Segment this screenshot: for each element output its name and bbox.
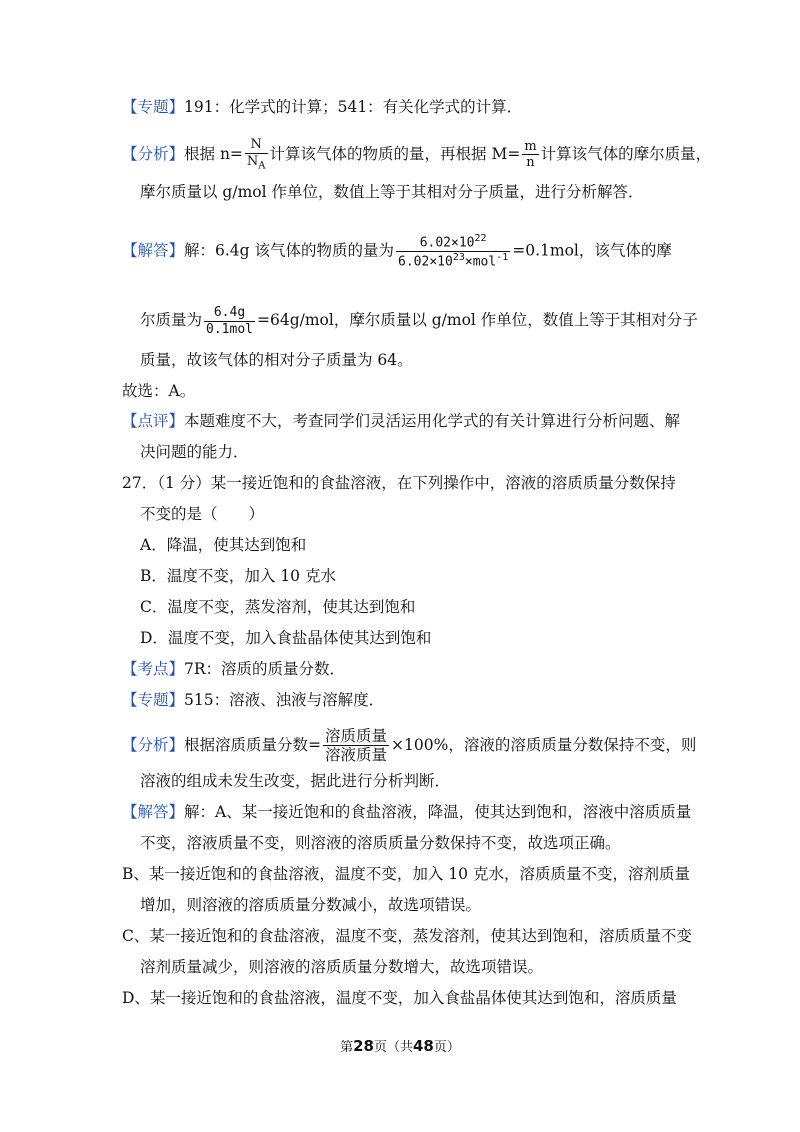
page-footer (0, 1036, 800, 1055)
footer-prefix: 第 (340, 1040, 354, 1055)
num-main: 6.02×10 (419, 235, 475, 251)
den-main: 6.02×10 (398, 254, 453, 270)
analysis-line (122, 138, 711, 172)
fraction-molar-denominator: 0.1mol (206, 321, 253, 337)
fraction-n-den-main: N (246, 153, 259, 169)
solution2-text-a: 尔质量为 (140, 311, 203, 330)
solution-line-3: 质量，故该气体的相对分子质量为 64。 (140, 351, 413, 369)
fraction-n-numerator: N (245, 138, 268, 154)
fraction-m (522, 140, 538, 170)
solution-d-line: D、某一接近饱和的食盐溶液，温度不变，加入食盐晶体使其达到饱和，溶质质量 (122, 989, 677, 1007)
question-27-stem: 27．（1 分）某一接近饱和的食盐溶液，在下列操作中，溶液的溶质质量分数保持 (122, 474, 676, 492)
footer-suffix: 页） (433, 1040, 460, 1055)
question-27-stem-2: 不变的是（ ） (140, 505, 265, 523)
solution-text-a: 解：6.4g 该气体的物质的量为 (184, 241, 395, 260)
analysis-tag-27: 【分析】 (122, 735, 185, 754)
special-line (122, 96, 522, 118)
special-line-27 (122, 689, 384, 711)
solution-tag: 【解答】 (122, 241, 185, 260)
point-line (122, 658, 345, 680)
analysis-text-b: 计算该气体的物质的量，再根据 M= (269, 144, 521, 163)
analysis-text-c: 计算该气体的摩尔质量， (540, 144, 712, 163)
solution-line (122, 234, 672, 269)
num-sup: 22 (474, 233, 487, 244)
solution-text-b: =0.1mol，该气体的摩 (512, 241, 672, 260)
den-sup1: 23 (452, 251, 465, 263)
analysis-tag: 【分析】 (122, 144, 185, 163)
solution-c-line: C、某一接近饱和的食盐溶液，温度不变，蒸发溶剂，使其达到饱和，溶质质量不变 (122, 927, 692, 945)
comment-text: 本题难度不大，考查同学们灵活运用化学式的有关计算进行分析问题、解 (184, 412, 681, 430)
comment-line (122, 410, 680, 432)
analysis-text-b-27: ×100%，溶液的溶质质量分数保持不变，则 (391, 735, 697, 754)
solution-c-line-2: 溶剂质量减少，则溶液的溶质质量分数增大，故选项错误。 (140, 958, 544, 976)
fraction-molar-mass (204, 306, 255, 336)
solution-b-line-2: 增加，则溶液的溶质质量分数减小，故选项错误。 (140, 896, 482, 914)
fraction-n-denominator (245, 154, 268, 172)
fraction-moles-numerator (396, 234, 510, 252)
choice-line: 故选：A。 (122, 382, 196, 400)
point-text: 7R：溶质的质量分数． (184, 660, 346, 678)
analysis-text-a-27: 根据溶质质量分数= (184, 735, 322, 754)
fraction-moles-denominator (396, 252, 510, 269)
footer-mid: 页（共 (373, 1040, 413, 1055)
solution-line-27-2: 不变，溶液质量不变，则溶液的溶质质量分数保持不变，故选项正确。 (140, 834, 621, 852)
fraction-m-denominator: n (526, 155, 535, 171)
special-tag-27: 【专题】 (122, 691, 185, 709)
option-b: B．温度不变，加入 10 克水 (140, 567, 336, 585)
solution-tag-27: 【解答】 (122, 803, 185, 821)
fraction-n-den-sub: A (258, 160, 266, 172)
comment-tag: 【点评】 (122, 412, 185, 430)
special-text: 191：化学式的计算；541：有关化学式的计算． (184, 98, 523, 116)
option-c: C．温度不变，蒸发溶剂，使其达到饱和 (140, 598, 416, 616)
solution-b-line: B、某一接近饱和的食盐溶液，温度不变，加入 10 克水，溶质质量不变，溶剂质量 (122, 865, 690, 883)
special-text-27: 515：溶液、浊液与溶解度． (184, 691, 385, 709)
comment-line-2: 决问题的能力． (140, 443, 249, 461)
solution-text-a-27: 解：A、某一接近饱和的食盐溶液，降温，使其达到饱和，溶液中溶质质量 (184, 803, 692, 821)
solution-line-27 (122, 801, 691, 823)
fraction-n (245, 138, 268, 172)
analysis-line-2: 摩尔质量以 g/mol 作单位，数值上等于其相对分子质量，进行分析解答． (140, 183, 644, 201)
analysis-line-27 (122, 728, 696, 764)
analysis-text-a: 根据 n= (184, 144, 243, 163)
fraction-mass-fraction (323, 728, 389, 764)
solution2-text-b: =64g/mol，摩尔质量以 g/mol 作单位，数值上等于其相对分子 (256, 311, 698, 330)
fraction-moles (396, 234, 510, 269)
fraction-mass-numerator: 溶质质量 (325, 727, 388, 745)
fraction-mass-denominator: 溶液质量 (325, 746, 388, 765)
solution-line-2 (140, 306, 698, 336)
analysis-line-27-2: 溶液的组成未发生改变，据此进行分析判断． (140, 772, 451, 790)
option-d: D．温度不变，加入食盐晶体使其达到饱和 (140, 629, 432, 647)
point-tag: 【考点】 (122, 660, 185, 678)
footer-total-pages: 48 (413, 1037, 434, 1055)
den-sup2: -1 (496, 251, 509, 263)
den-mid: ×mol (464, 254, 497, 270)
fraction-m-numerator: m (524, 138, 537, 154)
special-tag: 【专题】 (122, 98, 185, 116)
fraction-molar-numerator: 6.4g (204, 306, 255, 322)
option-a: A．降温，使其达到饱和 (140, 536, 307, 554)
footer-page-number: 28 (353, 1037, 374, 1055)
